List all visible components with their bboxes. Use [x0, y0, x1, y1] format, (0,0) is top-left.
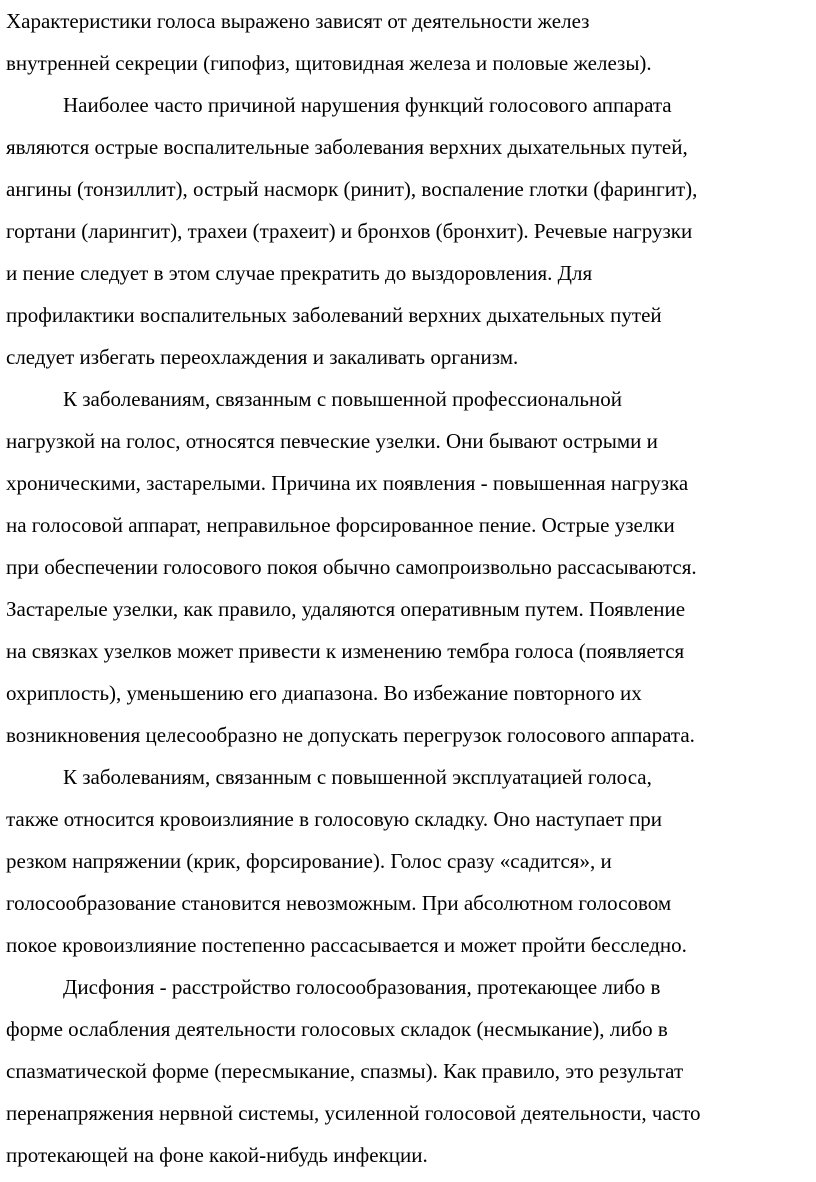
text-line: голосообразование становится невозможным. При абсолютном голосовом [6, 891, 672, 915]
text-line: нагрузкой на голос, относятся певческие узелки. Они бывают острыми и [6, 429, 658, 453]
text-line: хроническими, застарелыми. Причина их появления - повышенная нагрузка [6, 471, 689, 495]
text-line: ангины (тонзиллит), острый насморк (ринит), воспаление глотки (фарингит), [6, 177, 698, 201]
text-line: внутренней секреции (гипофиз, щитовидная железа и половые железы). [6, 51, 652, 75]
text-line: перенапряжения нервной системы, усиленной голосовой деятельности, часто [6, 1101, 701, 1125]
text-line: К заболеваниям, связанным с повышенной профессиональной [63, 387, 622, 411]
text-line: Характеристики голоса выражено зависят от деятельности желез [6, 9, 590, 33]
paragraph-2 [6, 84, 804, 378]
text-line: К заболеваниям, связанным с повышенной эксплуатацией голоса, [63, 765, 652, 789]
text-line: Застарелые узелки, как правило, удаляются оперативным путем. Появление [6, 597, 686, 621]
text-line: резком напряжении (крик, форсирование). Голос сразу «садится», и [6, 849, 612, 873]
text-line: на связках узелков может привести к изменению тембра голоса (появляется [6, 639, 685, 663]
paragraph-5 [6, 966, 804, 1176]
text-line: спазматической форме (пересмыкание, спазмы). Как правило, это результат [6, 1059, 684, 1083]
text-line: гортани (ларингит), трахеи (трахеит) и бронхов (бронхит). Речевые нагрузки [6, 219, 693, 243]
text-line: протекающей на фоне какой-нибудь инфекции. [6, 1143, 428, 1167]
paragraph-4 [6, 756, 804, 966]
text-line: также относится кровоизлияние в голосовую складку. Оно наступает при [6, 807, 663, 831]
paragraph-1 [6, 0, 804, 84]
text-line: профилактики воспалительных заболеваний верхних дыхательных путей [6, 303, 662, 327]
document-body [6, 0, 804, 1176]
text-line: следует избегать переохлаждения и закаливать организм. [6, 345, 519, 369]
text-line: Дисфония - расстройство голосообразования, протекающее либо в [63, 975, 661, 999]
text-line: Наиболее часто причиной нарушения функций голосового аппарата [63, 93, 672, 117]
text-line: покое кровоизлияние постепенно рассасывается и может пройти бесследно. [6, 933, 687, 957]
text-line: при обеспечении голосового покоя обычно самопроизвольно рассасываются. [6, 555, 697, 579]
text-line: на голосовой аппарат, неправильное форсированное пение. Острые узелки [6, 513, 675, 537]
text-line: охриплость), уменьшению его диапазона. Во избежание повторного их [6, 681, 642, 705]
text-line: и пение следует в этом случае прекратить до выздоровления. Для [6, 261, 593, 285]
paragraph-3 [6, 378, 804, 756]
text-line: являются острые воспалительные заболевания верхних дыхательных путей, [6, 135, 688, 159]
text-line: возникновения целесообразно не допускать перегрузок голосового аппарата. [6, 723, 695, 747]
text-line: форме ослабления деятельности голосовых складок (несмыкание), либо в [6, 1017, 668, 1041]
